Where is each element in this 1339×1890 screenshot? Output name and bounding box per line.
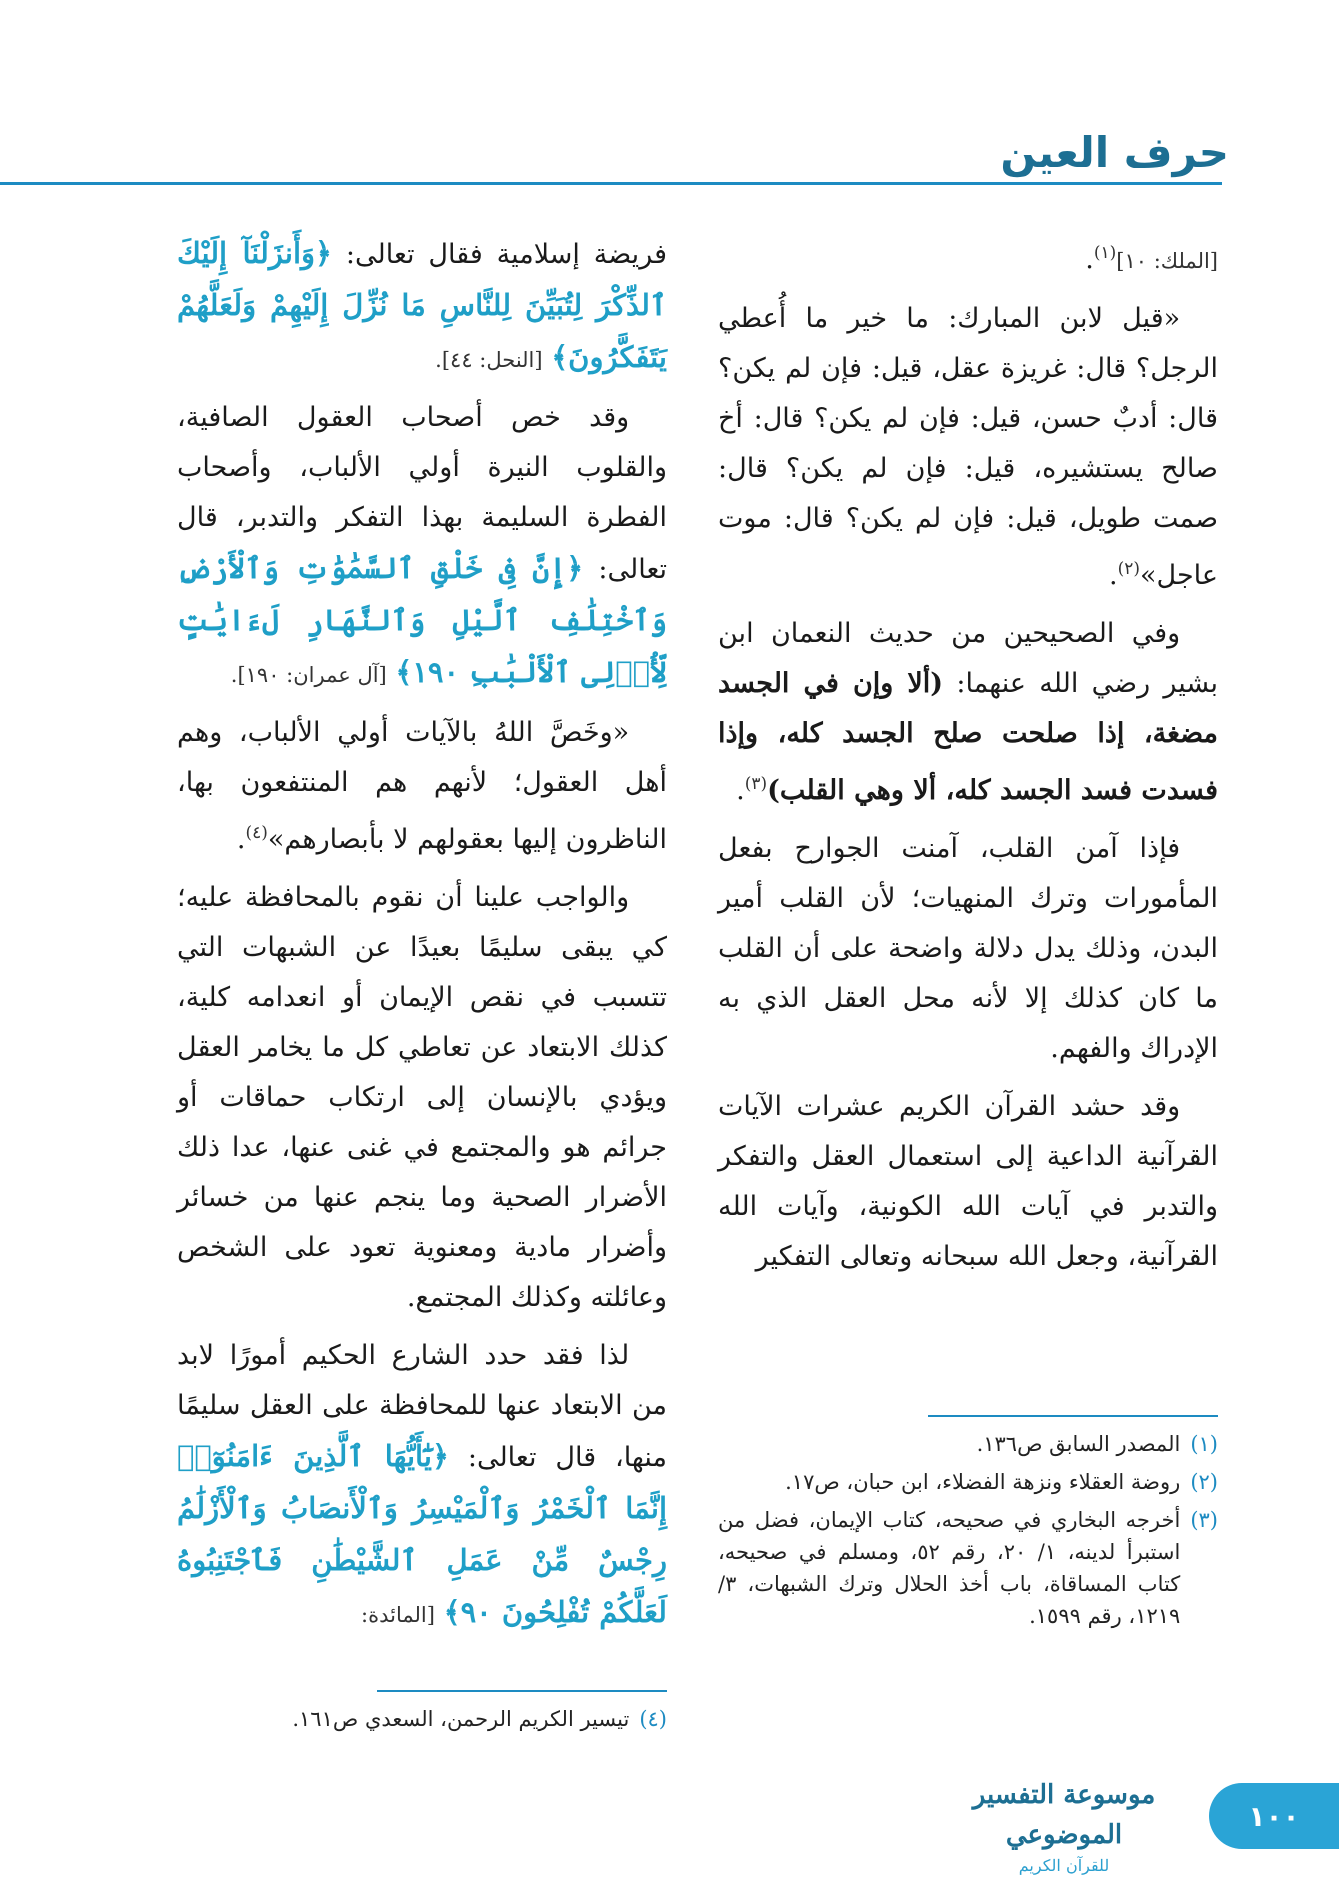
chapter-title: حرف العين bbox=[1000, 128, 1229, 177]
logo-subtitle: للقرآن الكريم bbox=[1018, 1856, 1110, 1875]
footnote-number: (٢) bbox=[1190, 1470, 1218, 1494]
paragraph-text: فإذا آمن القلب، آمنت الجوارح بفعل المأمورات وترك المنهيات؛ لأن القلب أمير البدن، وذلك يدل دلالة واضحة على أن القلب ما كان كذلك إلا لأنه محل العقل الذي به الإدراك والفهم. bbox=[718, 833, 1218, 1064]
paragraph bbox=[177, 228, 667, 385]
paragraph: [الملك: ١٠]$^{(١)}$. bbox=[1085, 243, 1218, 275]
paragraph-text: وقد خص أصحاب العقول الصافية، والقلوب النيرة أولي الألباب، وأصحاب الفطرة السليمة بهذا التفكر والتدبر، قال تعالى: bbox=[177, 402, 667, 585]
encyclopedia-logo bbox=[944, 1775, 1184, 1875]
paragraph: «قيل لابن المبارك: ما خير ما أُعطي الرجل؟ قال: غريزة عقل، قيل: فإن لم يكن؟ قال: أدبٌ حسن، قيل: فإن لم يكن؟ قال: أخ صالح يستشيره، قيل: فإن لم يكن؟ قال: صمت طويل، قيل: فإن لم يكن؟ قال: موت عاجل»$^{(٢)}$. bbox=[718, 303, 1218, 591]
quran-reference: [النحل: ٤٤]. bbox=[435, 348, 543, 372]
quran-verse: ﴿يَٰٓأَيُّهَا ٱلَّذِينَ ءَامَنُوٓا۟ إِنَّمَا ٱلْخَمْرُ وَٱلْمَيْسِرُ وَٱلْأَنصَابُ وَٱلْأَزْلَٰمُ رِجْسٌ مِّنْ عَمَلِ ٱلشَّيْطَٰنِ فَٱجْتَنِبُوهُ لَعَلَّكُمْ تُفْلِحُونَ ٩٠﴾ bbox=[177, 1439, 667, 1629]
footnote-marker[interactable]: (١) bbox=[1093, 243, 1117, 263]
page-number-badge bbox=[1209, 1783, 1339, 1849]
paragraph bbox=[718, 1082, 1218, 1282]
quran-reference: [الملك: ١٠] bbox=[1116, 249, 1218, 273]
footnote-text: أخرجه البخاري في صحيحه، كتاب الإيمان، فضل من استبرأ لدينه، ١/ ٢٠، رقم ٥٢، ومسلم في صحيحه، كتاب المساقاة، باب أخذ الحلال وترك الشبهات، ٣/ ١٢١٩، رقم ١٥٩٩. bbox=[718, 1508, 1181, 1628]
footnote-marker[interactable]: (٣) bbox=[744, 774, 768, 794]
paragraph-text: فريضة إسلامية فقال تعالى: bbox=[345, 239, 668, 270]
footnote-divider bbox=[377, 1690, 667, 1692]
footnote-number: (١) bbox=[1190, 1432, 1218, 1456]
footnote-number: (٣) bbox=[1190, 1508, 1218, 1532]
footnote-marker[interactable]: (٤) bbox=[245, 823, 268, 843]
footnote-number: (٤) bbox=[639, 1707, 667, 1731]
logo-title: موسوعة التفسير الموضوعي bbox=[972, 1780, 1156, 1850]
quran-verse: ﴿إِنَّ فِى خَلْقِ ٱلسَّمَٰوَٰتِ وَٱلْأَرْضِ وَٱخْتِلَٰفِ ٱلَّيْلِ وَٱلنَّهَارِ لَءَايَٰتٍ لِّأُو۟لِى ٱلْأَلْبَٰبِ ١٩٠﴾ bbox=[177, 551, 667, 689]
page-number: ١٠٠ bbox=[1248, 1799, 1300, 1833]
paragraph: «وخَصَّ اللهُ بالآيات أولي الألباب، وهم أهل العقول؛ لأنهم هم المنتفعون بها، الناظرون إليها بعقولهم لا بأبصارهم»$^{(٤)}$. bbox=[177, 717, 667, 855]
paragraph bbox=[177, 873, 667, 1323]
paragraph bbox=[177, 1331, 667, 1640]
footnote-text: روضة العقلاء ونزهة الفضلاء، ابن حبان، ص١٧. bbox=[785, 1470, 1181, 1494]
quran-verse: ﴿وَأَنزَلْنَآ إِلَيْكَ ٱلذِّكْرَ لِتُبَيِّنَ لِلنَّاسِ مَا نُزِّلَ إِلَيْهِمْ وَلَعَلَّهُمْ يَتَفَكَّرُونَ﴾ bbox=[177, 236, 667, 374]
left-text-column bbox=[177, 228, 667, 1648]
footnote-marker[interactable]: (٢) bbox=[1117, 559, 1140, 579]
footnote-item bbox=[718, 1504, 1218, 1632]
footnote-text: المصدر السابق ص١٣٦. bbox=[976, 1432, 1181, 1456]
right-text-column bbox=[718, 228, 1218, 1290]
footnote-item bbox=[718, 1466, 1218, 1498]
footnote-divider bbox=[928, 1415, 1218, 1417]
paragraph-text: «وخَصَّ اللهُ بالآيات أولي الألباب، وهم أهل العقول؛ لأنهم هم المنتفعون بها، الناظرون إليها بعقولهم لا بأبصارهم» bbox=[177, 717, 667, 855]
hadith-text: (ألا وإن في الجسد مضغة، إذا صلحت صلح الجسد كله، وإذا فسدت فسد الجسد كله، ألا وهي القلب) bbox=[718, 668, 1218, 806]
quran-reference: [آل عمران: ١٩٠]. bbox=[230, 663, 387, 687]
paragraph: وفي الصحيحين من حديث النعمان ابن بشير رضي الله عنهما: (ألا وإن في الجسد مضغة، إذا صلحت صلح الجسد كله، وإذا فسدت فسد الجسد كله، ألا وهي القلب)$^{(٣)}$. bbox=[718, 618, 1219, 806]
paragraph-text: وقد حشد القرآن الكريم عشرات الآيات القرآنية الداعية إلى استعمال العقل والتفكر والتدبر في آيات الله الكونية، وآيات الله القرآنية، وجعل الله سبحانه وتعالى التفكير bbox=[718, 1091, 1218, 1272]
footnote-text: تيسير الكريم الرحمن، السعدي ص١٦١. bbox=[292, 1707, 630, 1731]
paragraph-text: وفي الصحيحين من حديث النعمان ابن بشير رضي الله عنهما: bbox=[718, 618, 1219, 699]
paragraph-text: «قيل لابن المبارك: ما خير ما أُعطي الرجل؟ قال: غريزة عقل، قيل: فإن لم يكن؟ قال: أدبٌ حسن، قيل: فإن لم يكن؟ قال: أخ صالح يستشيره، قيل: فإن لم يكن؟ قال: صمت طويل، قيل: فإن لم يكن؟ قال: موت عاجل» bbox=[718, 303, 1218, 591]
paragraph bbox=[718, 824, 1218, 1074]
footnotes-left bbox=[177, 1703, 667, 1741]
paragraph bbox=[177, 393, 667, 700]
footnote-item bbox=[718, 1428, 1218, 1460]
footnote-item bbox=[177, 1703, 667, 1735]
paragraph-text: والواجب علينا أن نقوم بالمحافظة عليه؛ كي يبقى سليمًا بعيدًا عن الشبهات التي تتسبب في نقص الإيمان أو انعدامه كلية، كذلك الابتعاد عن تعاطي كل ما يخامر العقل ويؤدي بالإنسان إلى ارتكاب حماقات أو جرائم هو والمجتمع في غنى عنها، عدا ذلك الأضرار الصحية وما ينجم عنها من خسائر وأضرار مادية ومعنوية تعود على الشخص وعائلته وكذلك المجتمع. bbox=[177, 882, 667, 1313]
header-divider bbox=[0, 182, 1222, 185]
quran-reference: [المائدة: bbox=[361, 1603, 435, 1627]
footnotes-right bbox=[718, 1428, 1218, 1638]
paragraph-text: لذا فقد حدد الشارع الحكيم أمورًا لابد من الابتعاد عنها للمحافظة على العقل سليمًا منها، قال تعالى: bbox=[177, 1340, 667, 1473]
